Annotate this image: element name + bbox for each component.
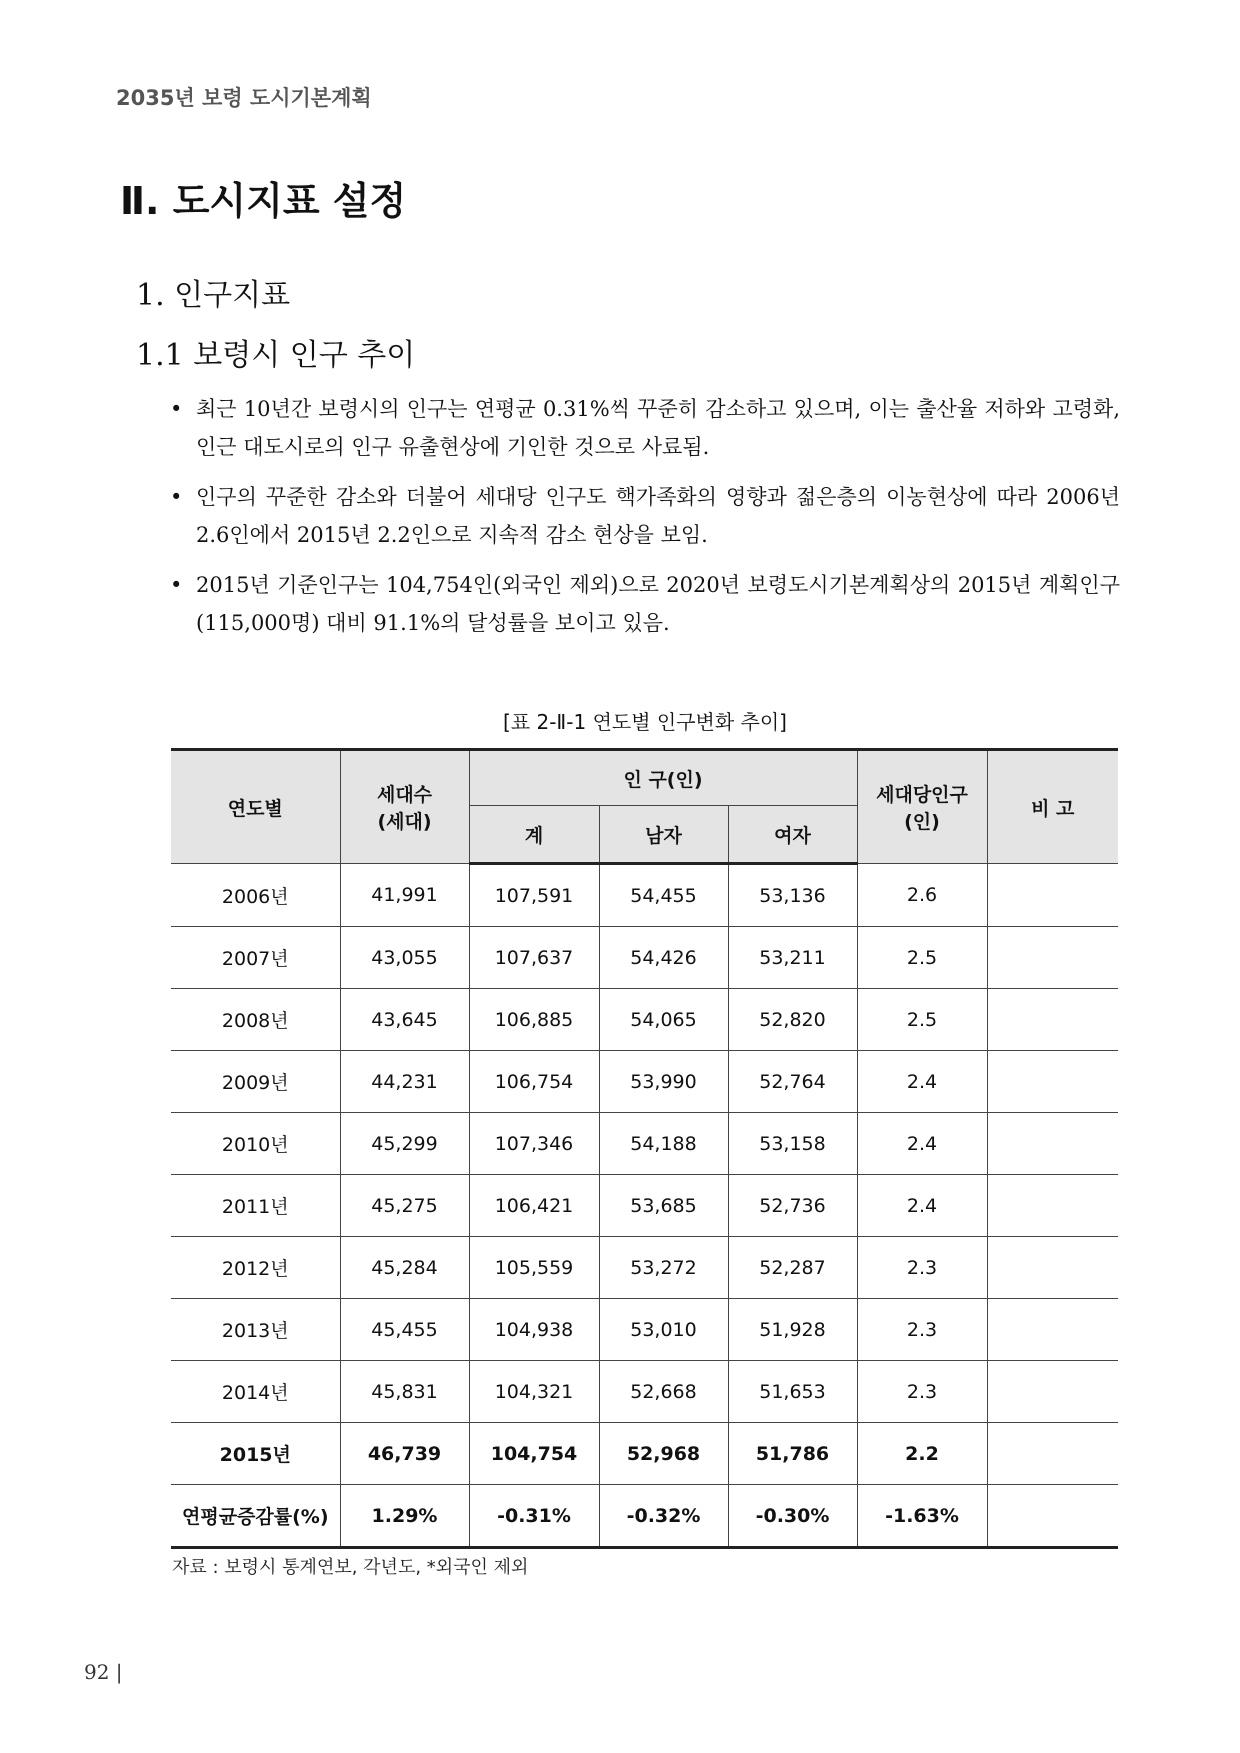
table-row <box>171 1299 1118 1361</box>
table-cell: 52,287 <box>728 1237 857 1299</box>
bullet-item <box>170 478 1120 554</box>
table-cell: 43,055 <box>340 927 469 989</box>
table-row <box>171 1361 1118 1423</box>
table-cell: 2.4 <box>857 1113 987 1175</box>
bullet-text: 최근 10년간 보령시의 인구는 연평균 0.31%씩 꾸준히 감소하고 있으며, 이는 출산율 저하와 고령화, 인근 대도시로의 인구 유출현상에 기인한 것으로 사료됨. <box>196 397 1120 459</box>
table-cell <box>987 989 1118 1051</box>
table-cell: 53,272 <box>599 1237 728 1299</box>
table-row <box>171 864 1118 927</box>
population-table <box>171 748 1118 1549</box>
table-caption: [표 2-Ⅱ-1 연도별 인구변화 추이] <box>503 710 787 734</box>
table-cell: 46,739 <box>340 1423 469 1485</box>
header-households: 세대수 (세대) <box>340 750 469 864</box>
bullet-list <box>170 390 1120 654</box>
table-cell: 107,346 <box>469 1113 599 1175</box>
table-cell: 104,321 <box>469 1361 599 1423</box>
table-cell: 2.2 <box>857 1423 987 1485</box>
header-per-household: 세대당인구 (인) <box>857 750 987 864</box>
table-cell <box>987 1113 1118 1175</box>
table-cell: 53,685 <box>599 1175 728 1237</box>
table-source: 자료 : 보령시 통계연보, 각년도, *외국인 제외 <box>172 1557 529 1578</box>
table-cell: 2006년 <box>171 864 340 927</box>
table-cell: 2.5 <box>857 989 987 1051</box>
table-cell: 2012년 <box>171 1237 340 1299</box>
table-cell <box>987 1361 1118 1423</box>
table-cell: 2007년 <box>171 927 340 989</box>
table-row <box>171 1237 1118 1299</box>
table-cell: 51,928 <box>728 1299 857 1361</box>
table-cell: 43,645 <box>340 989 469 1051</box>
table-cell: 51,653 <box>728 1361 857 1423</box>
table-cell: 104,938 <box>469 1299 599 1361</box>
table-cell: 53,010 <box>599 1299 728 1361</box>
table-cell: 44,231 <box>340 1051 469 1113</box>
header-male: 남자 <box>599 806 728 864</box>
table-cell: 107,637 <box>469 927 599 989</box>
table-row <box>171 1113 1118 1175</box>
table-cell: 2009년 <box>171 1051 340 1113</box>
table-cell: 52,668 <box>599 1361 728 1423</box>
bullet-marker: • <box>170 485 183 509</box>
table-cell: 2013년 <box>171 1299 340 1361</box>
running-header: 2035년 보령 도시기본계획 <box>116 86 372 110</box>
table-cell: 2.3 <box>857 1299 987 1361</box>
table-cell: 54,188 <box>599 1113 728 1175</box>
table-cell: 53,158 <box>728 1113 857 1175</box>
table-cell <box>987 1423 1118 1485</box>
table-cell: 53,136 <box>728 864 857 927</box>
table-cell: 2.3 <box>857 1361 987 1423</box>
table-cell: 45,275 <box>340 1175 469 1237</box>
table-cell: 54,065 <box>599 989 728 1051</box>
table-row <box>171 989 1118 1051</box>
table-cell: 41,991 <box>340 864 469 927</box>
table-cell <box>987 1051 1118 1113</box>
table-cell: 105,559 <box>469 1237 599 1299</box>
table-row <box>171 1423 1118 1485</box>
table-cell: -0.32% <box>599 1485 728 1548</box>
table-row <box>171 1051 1118 1113</box>
table-cell: 연평균증감률(%) <box>171 1485 340 1548</box>
table-cell: 2.6 <box>857 864 987 927</box>
table-cell <box>987 927 1118 989</box>
table-cell: -1.63% <box>857 1485 987 1548</box>
table-cell: 2.4 <box>857 1051 987 1113</box>
table-cell: 53,211 <box>728 927 857 989</box>
header-year: 연도별 <box>171 750 340 864</box>
table-cell <box>987 1175 1118 1237</box>
table-cell: 51,786 <box>728 1423 857 1485</box>
section-title: 1. 인구지표 <box>136 278 291 313</box>
header-note: 비 고 <box>987 750 1118 864</box>
table-row <box>171 1485 1118 1548</box>
header-female: 여자 <box>728 806 857 864</box>
table-cell: 2.4 <box>857 1175 987 1237</box>
table-cell: 52,968 <box>599 1423 728 1485</box>
table-cell: 45,284 <box>340 1237 469 1299</box>
table-cell: 2.5 <box>857 927 987 989</box>
table-body <box>171 864 1118 1548</box>
bullet-item <box>170 390 1120 466</box>
table-cell: 2015년 <box>171 1423 340 1485</box>
table-cell <box>987 1237 1118 1299</box>
table-cell: 53,990 <box>599 1051 728 1113</box>
bullet-text: 2015년 기준인구는 104,754인(외국인 제외)으로 2020년 보령도시기본계획상의 2015년 계획인구(115,000명) 대비 91.1%의 달성률을 보이고 있음. <box>196 573 1120 635</box>
table-cell: 52,736 <box>728 1175 857 1237</box>
table-cell: 54,455 <box>599 864 728 927</box>
table-cell: 54,426 <box>599 927 728 989</box>
table-cell: 2011년 <box>171 1175 340 1237</box>
table-cell <box>987 1299 1118 1361</box>
table-cell: -0.30% <box>728 1485 857 1548</box>
table-cell: 106,421 <box>469 1175 599 1237</box>
table-cell: 45,455 <box>340 1299 469 1361</box>
table-cell: 52,764 <box>728 1051 857 1113</box>
table-cell: 45,831 <box>340 1361 469 1423</box>
table-cell: 2010년 <box>171 1113 340 1175</box>
table-row <box>171 927 1118 989</box>
table-cell: -0.31% <box>469 1485 599 1548</box>
table-cell: 45,299 <box>340 1113 469 1175</box>
table-cell: 107,591 <box>469 864 599 927</box>
table-cell: 1.29% <box>340 1485 469 1548</box>
table-cell: 2.3 <box>857 1237 987 1299</box>
bullet-text: 인구의 꾸준한 감소와 더불어 세대당 인구도 핵가족화의 영향과 젊은층의 이농현상에 따라 2006년 2.6인에서 2015년 2.2인으로 지속적 감소 현상을 보임. <box>196 485 1120 547</box>
chapter-title: Ⅱ. 도시지표 설정 <box>120 179 407 223</box>
subsection-title: 1.1 보령시 인구 추이 <box>136 338 416 373</box>
bullet-marker: • <box>170 397 183 421</box>
table-cell: 2014년 <box>171 1361 340 1423</box>
table-cell: 104,754 <box>469 1423 599 1485</box>
table-cell: 106,754 <box>469 1051 599 1113</box>
bullet-item <box>170 566 1120 642</box>
table-cell: 2008년 <box>171 989 340 1051</box>
table-cell: 106,885 <box>469 989 599 1051</box>
table-cell <box>987 864 1118 927</box>
header-population: 인 구(인) <box>469 750 857 806</box>
table-cell: 52,820 <box>728 989 857 1051</box>
table-row <box>171 1175 1118 1237</box>
table-cell <box>987 1485 1118 1548</box>
bullet-marker: • <box>170 573 183 597</box>
header-total: 계 <box>469 806 599 864</box>
page-number: 92 | <box>84 1660 123 1684</box>
